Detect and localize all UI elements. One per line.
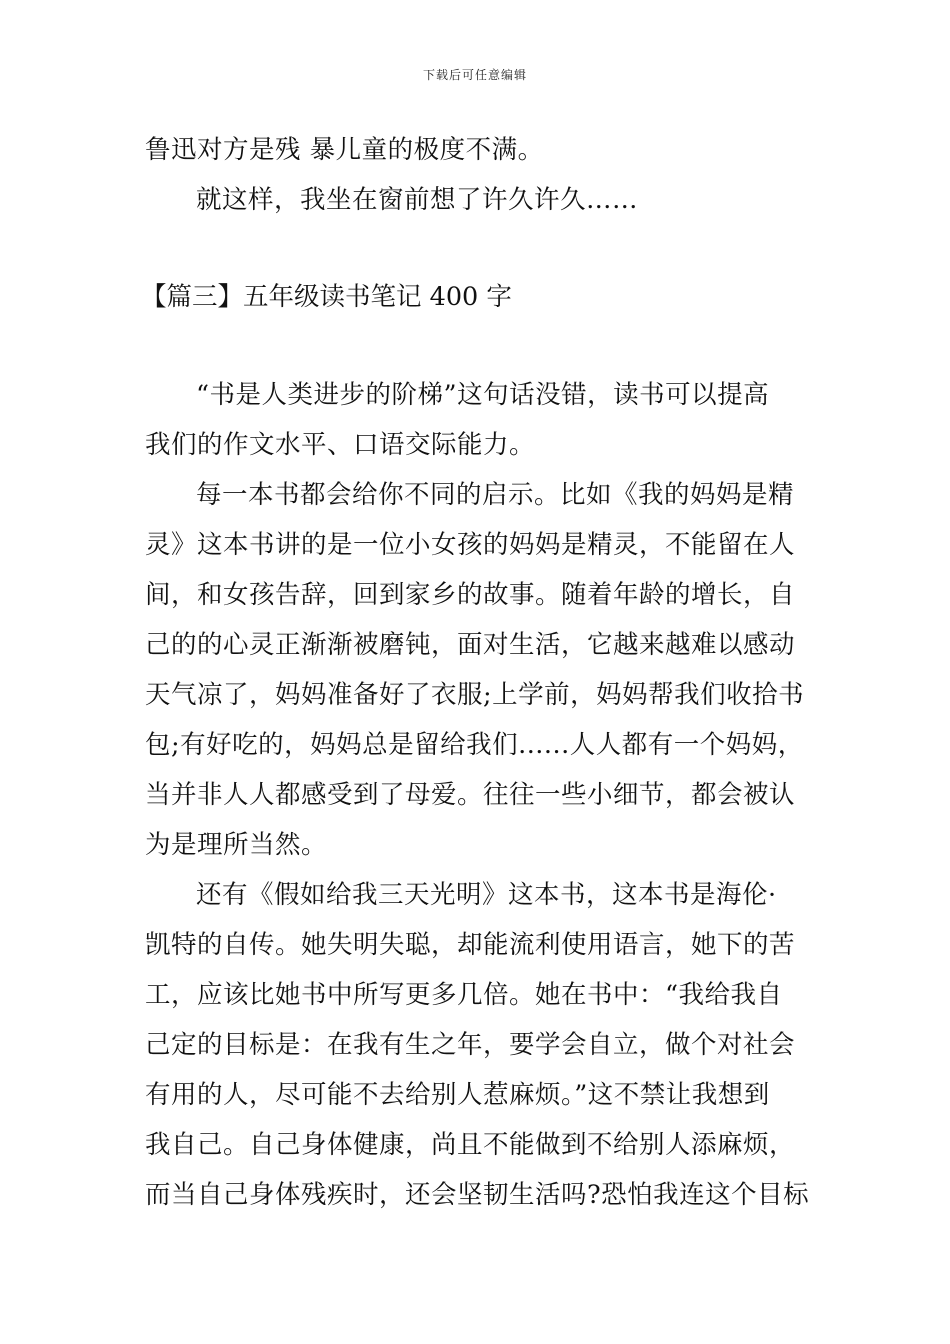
paragraph-line: 我自己。自己身体健康，尚且不能做到不给别人添麻烦，	[145, 1130, 796, 1160]
paragraph-line: 就这样，我坐在窗前想了许久许久……	[196, 185, 639, 215]
paragraph-line: 灵》这本书讲的是一位小女孩的妈妈是精灵，不能留在人	[145, 530, 796, 560]
document-body	[141, 125, 815, 1220]
paragraph	[145, 370, 815, 470]
paragraph-line: 间，和女孩告辞，回到家乡的故事。随着年龄的增长，自	[145, 580, 796, 610]
paragraph-line: 天气凉了，妈妈准备好了衣服;上学前，妈妈帮我们收拾书	[145, 680, 805, 710]
paragraph-line: 每一本书都会给你不同的启示。比如《我的妈妈是精	[196, 480, 795, 510]
paragraph-line: 工，应该比她书中所写更多几倍。她在书中：“我给我自	[145, 980, 783, 1010]
header-note: 下载后可任意编辑	[422, 68, 527, 82]
paragraph-line: “书是人类进步的阶梯”这句话没错，读书可以提高	[196, 380, 770, 410]
section-heading: 【篇三】五年级读书笔记 400 字	[141, 282, 512, 312]
paragraph-line: 当并非人人都感受到了母爱。往往一些小细节，都会被认	[145, 780, 796, 810]
paragraph	[145, 870, 815, 1220]
paragraph-line: 凯特的自传。她失明失聪，却能流利使用语言，她下的苦	[145, 930, 796, 960]
paragraph-line: 还有《假如给我三天光明》这本书，这本书是海伦·	[196, 880, 777, 910]
paragraph	[145, 470, 815, 870]
paragraph-line: 有用的人，尽可能不去给别人惹麻烦。”这不禁让我想到	[145, 1080, 770, 1110]
paragraph-line: 而当自己身体残疾时，还会坚韧生活吗?恐怕我连这个目标	[145, 1180, 810, 1210]
paragraph-line: 己定的目标是：在我有生之年，要学会自立，做个对社会	[145, 1030, 796, 1060]
paragraph-line: 鲁迅对方是残 暴儿童的极度不满。	[145, 135, 544, 165]
paragraph-line: 我们的作文水平、口语交际能力。	[145, 430, 536, 460]
paragraph-line: 己的的心灵正渐渐被磨钝，面对生活，它越来越难以感动	[145, 630, 796, 660]
paragraph-line: 为是理所当然。	[145, 830, 328, 860]
paragraph-line: 包;有好吃的，妈妈总是留给我们......人人都有一个妈妈，	[145, 730, 804, 760]
